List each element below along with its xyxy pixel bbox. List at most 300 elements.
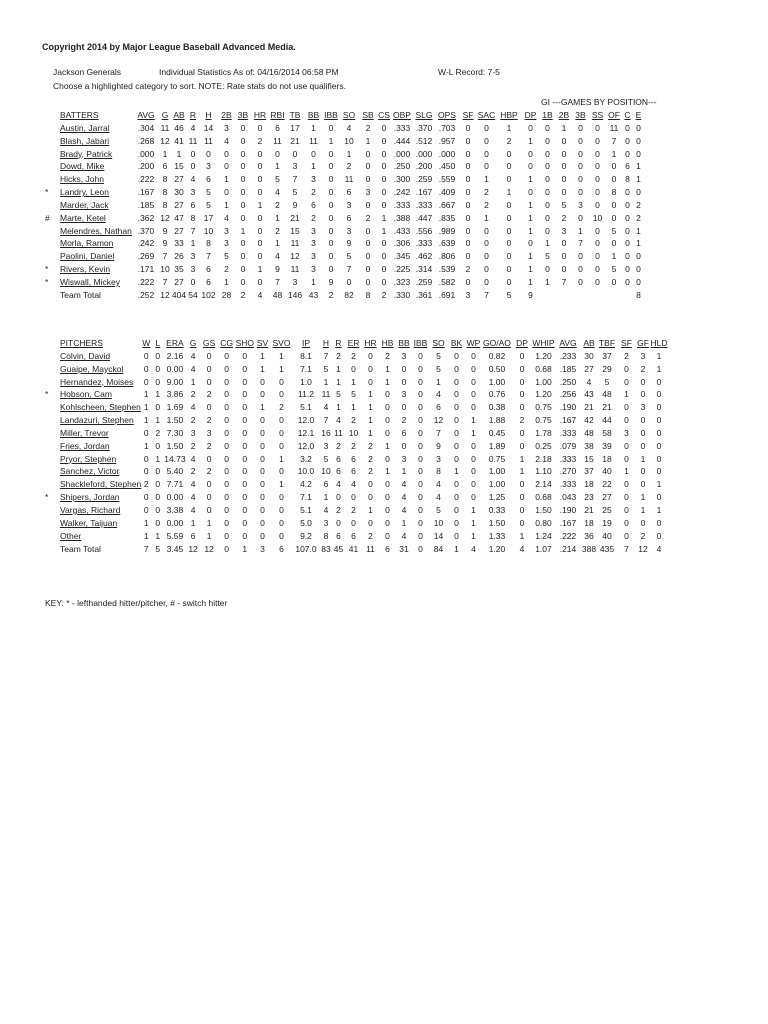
- pitchers-row: [45, 427, 668, 440]
- total-cell: .214: [559, 543, 577, 554]
- stat-cell: 2: [365, 122, 371, 133]
- stat-cell: 2: [465, 264, 471, 275]
- stat-cell: 0: [506, 212, 512, 223]
- pitchers-column-header[interactable]: SHO: [235, 338, 254, 348]
- stat-cell: 6: [206, 276, 211, 287]
- player-name-link[interactable]: Hernandez, Moises: [60, 376, 134, 387]
- stat-cell: 1: [365, 135, 371, 146]
- stat-cell: 5: [611, 225, 617, 236]
- stat-cell: 1.00: [488, 466, 506, 477]
- stat-cell: 0: [155, 350, 161, 361]
- stat-cell: 0: [656, 427, 662, 438]
- stat-cell: 0: [385, 479, 390, 490]
- pitchers-column-header[interactable]: AVG: [559, 338, 577, 348]
- stat-cell: 5: [346, 251, 352, 262]
- player-name-link[interactable]: Landry, Leon: [60, 187, 109, 198]
- stat-cell: 0: [381, 135, 387, 146]
- stat-cell: 6: [336, 530, 341, 541]
- stat-cell: 0: [506, 264, 512, 275]
- stat-cell: 5: [604, 376, 610, 387]
- stat-cell: 2: [640, 530, 646, 541]
- stat-cell: 0: [636, 148, 641, 159]
- stat-cell: 0: [279, 427, 284, 438]
- stat-cell: 0: [242, 427, 248, 438]
- stat-cell: 0: [465, 161, 471, 172]
- stat-cell: 2: [365, 212, 371, 223]
- stat-cell: 1: [155, 415, 161, 426]
- batters-column-header[interactable]: TB: [289, 110, 301, 120]
- stat-cell: 12: [290, 251, 300, 262]
- stat-cell: .300: [393, 174, 411, 185]
- stat-cell: 0: [381, 251, 387, 262]
- stat-cell: 0: [484, 238, 489, 249]
- stat-cell: 0: [336, 492, 341, 503]
- handedness-marker: [45, 427, 60, 440]
- batters-column-header[interactable]: CS: [378, 110, 390, 120]
- stat-cell: 1: [385, 440, 390, 451]
- stat-cell: 0: [381, 161, 387, 172]
- player-name-link[interactable]: Walker, Taijuan: [60, 517, 118, 528]
- batters-column-header[interactable]: 2B: [558, 110, 570, 120]
- stat-cell: 0: [625, 199, 630, 210]
- player-name-link[interactable]: Hobson, Cam: [60, 389, 112, 400]
- stat-cell: 1: [279, 453, 284, 464]
- stat-cell: 4: [336, 479, 341, 490]
- stat-cell: .806: [438, 251, 456, 262]
- stat-cell: 1: [656, 479, 662, 490]
- stat-cell: 2: [624, 350, 629, 361]
- pitchers-column-header[interactable]: BB: [398, 338, 410, 348]
- stat-cell: 0: [242, 466, 248, 477]
- games-by-position-label: GI ---GAMES BY POSITION---: [541, 97, 657, 107]
- batters-column-header[interactable]: RBI: [270, 110, 285, 120]
- pitchers-column-header[interactable]: W: [142, 338, 151, 348]
- handedness-marker: [45, 225, 60, 238]
- batters-column-header[interactable]: SAC: [477, 110, 496, 120]
- batters-column-header[interactable]: HBP: [500, 110, 518, 120]
- batters-column-header[interactable]: C: [624, 110, 631, 120]
- player-name-link[interactable]: Guaipe, Mayckol: [60, 363, 124, 374]
- stat-cell: 0: [418, 453, 423, 464]
- stat-cell: 0: [484, 161, 489, 172]
- stat-cell: 0: [624, 363, 629, 374]
- stat-cell: 0: [595, 238, 600, 249]
- stat-cell: 0: [385, 517, 390, 528]
- player-name-link[interactable]: Other: [60, 530, 82, 541]
- stat-cell: 0.76: [488, 389, 506, 400]
- stat-cell: 0: [260, 466, 265, 477]
- pitchers-column-header[interactable]: WP: [466, 338, 481, 348]
- stat-cell: 0: [143, 466, 149, 477]
- stat-cell: 0: [625, 148, 630, 159]
- stat-cell: 0: [519, 363, 525, 374]
- stat-cell: 6: [190, 199, 196, 210]
- stat-cell: 0: [636, 276, 641, 287]
- stat-cell: 11: [344, 174, 354, 185]
- stat-cell: 2: [368, 453, 373, 464]
- handedness-marker: [45, 350, 60, 363]
- player-name-link[interactable]: Brady, Patrick: [60, 148, 113, 159]
- stat-cell: 0: [381, 264, 387, 275]
- stat-cell: 0: [381, 199, 387, 210]
- pitchers-column-header[interactable]: HLD: [650, 338, 668, 348]
- stat-cell: 3: [323, 440, 329, 451]
- total-cell: 3.45: [166, 543, 184, 554]
- stat-cell: .388: [393, 212, 411, 223]
- stat-cell: .345: [393, 251, 411, 262]
- player-name-link[interactable]: Marte, Ketel: [60, 212, 106, 223]
- stat-cell: 1.00: [488, 376, 506, 387]
- pitchers-column-header[interactable]: HB: [381, 338, 394, 348]
- stat-cell: 1: [368, 415, 373, 426]
- pitchers-column-header[interactable]: GO/AO: [483, 338, 511, 348]
- stat-cell: 0: [465, 135, 471, 146]
- player-name-link[interactable]: Shackleford, Stephen: [60, 479, 142, 490]
- stat-cell: 0: [656, 376, 662, 387]
- stat-cell: 0: [365, 174, 371, 185]
- batters-column-header[interactable]: HR: [253, 110, 267, 120]
- batters-column-header[interactable]: 3B: [575, 110, 586, 120]
- stat-cell: 0: [418, 376, 423, 387]
- batters-column-header[interactable]: SS: [591, 110, 604, 120]
- stat-cell: 11: [290, 238, 300, 249]
- stat-cell: .259: [415, 276, 433, 287]
- player-name-link[interactable]: Shipers, Jordan: [60, 492, 120, 503]
- stat-cell: 0: [545, 161, 550, 172]
- player-name-cell: [60, 388, 141, 401]
- player-name-link[interactable]: Colvin, David: [60, 350, 111, 361]
- stat-cell: 6: [346, 212, 352, 223]
- stat-cell: 0: [418, 466, 423, 477]
- stat-cell: 36: [584, 530, 594, 541]
- stat-cell: 0: [624, 492, 629, 503]
- pitchers-column-header[interactable]: CG: [220, 338, 233, 348]
- pitchers-row: [45, 350, 668, 363]
- stat-cell: 6: [323, 479, 329, 490]
- stat-cell: 1: [528, 135, 533, 146]
- stat-cell: 0: [260, 453, 265, 464]
- stat-cell: 0: [640, 517, 646, 528]
- stat-cell: 1: [190, 376, 196, 387]
- batters-column-header[interactable]: G: [161, 110, 169, 120]
- stat-cell: 1: [260, 402, 265, 413]
- player-name-link[interactable]: Landazuri, Stephen: [60, 415, 134, 426]
- stat-cell: 0: [260, 517, 265, 528]
- stat-cell: 2: [336, 350, 341, 361]
- stat-cell: .639: [438, 238, 456, 249]
- stat-cell: 0: [260, 492, 265, 503]
- stat-cell: 0: [454, 363, 459, 374]
- stat-cell: 1: [279, 350, 284, 361]
- total-cell: 6: [385, 543, 390, 554]
- stat-cell: 3.2: [300, 453, 312, 464]
- pitchers-column-header[interactable]: TBF: [598, 338, 616, 348]
- stat-cell: 10: [592, 212, 603, 223]
- stat-cell: 0: [381, 122, 387, 133]
- stat-cell: 4: [323, 402, 329, 413]
- total-cell: 4: [519, 543, 525, 554]
- stat-cell: 2: [206, 466, 212, 477]
- stat-cell: 0: [385, 427, 390, 438]
- stat-cell: .185: [559, 363, 577, 374]
- total-cell: 7: [484, 289, 489, 300]
- stat-cell: 6: [206, 174, 211, 185]
- stat-cell: 3: [578, 199, 583, 210]
- stat-cell: 0: [625, 135, 630, 146]
- stat-cell: 7: [346, 264, 352, 275]
- stat-cell: 21: [290, 212, 300, 223]
- pitchers-column-header[interactable]: PITCHERS: [60, 338, 103, 348]
- pitchers-column-header[interactable]: IP: [301, 338, 310, 348]
- player-name-link[interactable]: Marder, Jack: [60, 199, 109, 210]
- player-name-cell: [60, 225, 133, 238]
- stat-cell: 0: [595, 225, 600, 236]
- stat-cell: 1.78: [535, 427, 552, 438]
- stat-cell: .556: [415, 225, 433, 236]
- stat-cell: 0: [418, 504, 423, 515]
- player-name-link[interactable]: Rivers, Kevin: [60, 264, 111, 275]
- pitchers-column-header[interactable]: SV: [256, 338, 269, 348]
- pitchers-column-header[interactable]: L: [155, 338, 161, 348]
- stat-cell: 3: [401, 389, 407, 400]
- total-cell: 1: [242, 543, 248, 554]
- pitchers-column-header[interactable]: BK: [450, 338, 463, 348]
- stat-cell: 0: [155, 466, 161, 477]
- player-name-link[interactable]: Vargas, Richard: [60, 504, 121, 515]
- stat-cell: 1: [257, 199, 263, 210]
- stat-cell: 8: [625, 174, 630, 185]
- stat-cell: 9.2: [300, 530, 312, 541]
- pitchers-column-header[interactable]: G: [189, 338, 197, 348]
- pitchers-column-header[interactable]: HR: [364, 338, 377, 348]
- stat-cell: 0: [143, 492, 149, 503]
- batters-row: [45, 237, 644, 250]
- batters-column-header[interactable]: SLG: [415, 110, 433, 120]
- stat-cell: 1: [454, 466, 459, 477]
- stat-cell: 3: [206, 427, 212, 438]
- batters-column-header[interactable]: E: [635, 110, 642, 120]
- stat-cell: 1: [506, 122, 512, 133]
- stat-cell: .200: [415, 161, 433, 172]
- stat-cell: 1: [260, 350, 265, 361]
- stat-cell: 1: [624, 389, 629, 400]
- stat-cell: .043: [559, 492, 577, 503]
- stat-cell: 0: [545, 148, 550, 159]
- stat-cell: 0: [595, 174, 600, 185]
- player-name-cell: [60, 478, 141, 491]
- stat-cell: 0: [528, 122, 533, 133]
- stat-cell: 0: [328, 199, 334, 210]
- stat-cell: 0: [519, 350, 525, 361]
- batters-column-header[interactable]: AVG: [137, 110, 155, 120]
- stat-cell: 1: [528, 251, 533, 262]
- stat-cell: 0: [365, 225, 371, 236]
- pitchers-column-header[interactable]: H: [322, 338, 330, 348]
- stat-cell: 0: [224, 376, 229, 387]
- stat-cell: 0: [351, 492, 356, 503]
- stat-cell: 0: [190, 148, 196, 159]
- batters-row: [45, 148, 644, 161]
- stat-cell: 1: [143, 389, 149, 400]
- stat-cell: 0.82: [488, 350, 506, 361]
- pitchers-column-header[interactable]: GS: [202, 338, 216, 348]
- stat-cell: 0: [465, 199, 471, 210]
- player-name-link[interactable]: Blash, Jabari: [60, 135, 110, 146]
- total-cell: 4: [257, 289, 263, 300]
- stat-cell: 0: [385, 402, 390, 413]
- stat-cell: 3: [365, 187, 371, 198]
- player-name-link[interactable]: Paolini, Daniel: [60, 251, 115, 262]
- player-name-link[interactable]: Kohlscheen, Stephen: [60, 402, 141, 413]
- batters-column-header[interactable]: H: [205, 110, 212, 120]
- handedness-marker: [45, 517, 60, 530]
- stat-cell: 10: [160, 264, 170, 275]
- batters-column-header[interactable]: 2B: [221, 110, 232, 120]
- stats-as-of: Individual Statistics As of: 04/16/2014 06:58 PM: [159, 67, 339, 77]
- copyright-notice: Copyright 2014 by Major League Baseball Advanced Media.: [42, 42, 296, 52]
- stat-cell: 0: [506, 161, 512, 172]
- stat-cell: 8: [190, 212, 196, 223]
- pitchers-column-header[interactable]: GF: [637, 338, 649, 348]
- stat-cell: 40: [602, 466, 612, 477]
- player-name-link[interactable]: Wiswall, Mickey: [60, 276, 120, 287]
- stat-cell: 0: [292, 148, 298, 159]
- batters-column-header[interactable]: OF: [608, 110, 620, 120]
- stat-cell: 0: [190, 276, 196, 287]
- total-cell: 0: [224, 543, 229, 554]
- batters-column-header[interactable]: DP: [524, 110, 537, 120]
- stat-cell: 1.00: [535, 376, 552, 387]
- stat-cell: 0: [365, 161, 371, 172]
- pitchers-column-header[interactable]: AB: [583, 338, 595, 348]
- batters-column-header[interactable]: 3B: [237, 110, 249, 120]
- stat-cell: 7: [323, 350, 329, 361]
- stat-cell: 0: [155, 492, 161, 503]
- stat-cell: 1: [323, 492, 329, 503]
- batters-row: [45, 225, 644, 238]
- pitchers-column-header[interactable]: SO: [432, 338, 445, 348]
- batters-column-header[interactable]: BB: [307, 110, 320, 120]
- stat-cell: 0.50: [488, 363, 506, 374]
- batters-column-header[interactable]: OPS: [438, 110, 456, 120]
- stat-cell: 0: [224, 530, 229, 541]
- stat-cell: 1: [471, 415, 476, 426]
- player-name-link[interactable]: Austin, Jarral: [60, 122, 110, 133]
- player-name-link[interactable]: Fries, Jordan: [60, 440, 110, 451]
- stat-cell: 0: [206, 376, 212, 387]
- pitchers-row: [45, 401, 668, 414]
- stat-cell: 0: [224, 504, 229, 515]
- stat-cell: 0.75: [488, 453, 506, 464]
- batters-column-header[interactable]: 1B: [542, 110, 553, 120]
- player-name-link[interactable]: Pryor, Stephen: [60, 453, 117, 464]
- stat-cell: 2: [257, 135, 263, 146]
- batters-column-header[interactable]: R: [189, 110, 197, 120]
- stat-cell: 0: [328, 212, 334, 223]
- player-name-link[interactable]: Morla, Ramon: [60, 238, 114, 249]
- stat-cell: 0: [240, 161, 246, 172]
- batters-column-header[interactable]: OBP: [393, 110, 411, 120]
- stat-cell: 0: [595, 276, 600, 287]
- stat-cell: 0: [656, 402, 662, 413]
- pitchers-column-header[interactable]: R: [335, 338, 342, 348]
- pitchers-column-header[interactable]: ERA: [166, 338, 184, 348]
- stat-cell: 4: [586, 376, 592, 387]
- stat-cell: 0: [519, 479, 525, 490]
- player-name-link[interactable]: Dowd, Mike: [60, 161, 105, 172]
- batters-column-header[interactable]: SO: [342, 110, 356, 120]
- pitchers-column-header[interactable]: WHIP: [532, 338, 555, 348]
- stat-cell: 0: [656, 492, 662, 503]
- batters-column-header[interactable]: SF: [462, 110, 474, 120]
- stat-cell: 0: [279, 517, 284, 528]
- stat-cell: 0: [465, 251, 471, 262]
- stat-cell: 4: [224, 212, 229, 223]
- stat-cell: 0: [365, 276, 371, 287]
- player-name-link[interactable]: Melendres, Nathan: [60, 225, 132, 236]
- batters-column-header[interactable]: BATTERS: [60, 110, 99, 120]
- pitchers-column-header[interactable]: ER: [347, 338, 360, 348]
- stat-cell: 0: [155, 479, 161, 490]
- stat-cell: 2: [206, 389, 212, 400]
- player-name-link[interactable]: Hicks, John: [60, 174, 104, 185]
- stat-cell: 0: [465, 174, 471, 185]
- stat-cell: 2: [351, 350, 356, 361]
- stat-cell: 0: [257, 238, 263, 249]
- stat-cell: 33: [174, 238, 184, 249]
- stat-cell: 1: [578, 225, 583, 236]
- stat-cell: 0: [471, 479, 476, 490]
- stat-cell: 1: [656, 504, 662, 515]
- stat-cell: 0: [385, 453, 390, 464]
- stat-cell: 0: [519, 517, 525, 528]
- pitchers-row: [45, 414, 668, 427]
- pitchers-column-header[interactable]: DP: [516, 338, 528, 348]
- stat-cell: 2: [640, 363, 646, 374]
- stat-cell: 1: [656, 350, 662, 361]
- pitchers-column-header[interactable]: SVO: [272, 338, 291, 348]
- stat-cell: 3: [401, 350, 407, 361]
- total-cell: 28: [221, 289, 232, 300]
- stat-cell: 10: [321, 466, 331, 477]
- stat-cell: 1.50: [166, 440, 184, 451]
- batters-column-header[interactable]: AB: [173, 110, 185, 120]
- stat-cell: 1.33: [488, 530, 506, 541]
- player-name-cell: [60, 517, 141, 530]
- stat-cell: 2: [484, 187, 489, 198]
- stat-cell: 0: [471, 376, 476, 387]
- stat-cell: 0: [242, 350, 248, 361]
- batters-column-header[interactable]: SB: [362, 110, 374, 120]
- player-name-link[interactable]: Miller, Trevor: [60, 427, 109, 438]
- stat-cell: 0: [206, 402, 212, 413]
- pitchers-column-header[interactable]: SF: [621, 338, 632, 348]
- batters-column-header[interactable]: IBB: [324, 110, 338, 120]
- handedness-marker: [45, 135, 60, 148]
- stat-cell: 0: [242, 479, 248, 490]
- stat-cell: 0.33: [488, 504, 506, 515]
- stat-cell: 0: [418, 479, 423, 490]
- total-cell: [556, 289, 572, 302]
- stat-cell: 0: [625, 276, 630, 287]
- stat-cell: 0: [506, 174, 512, 185]
- stat-cell: 0: [206, 350, 212, 361]
- player-name-link[interactable]: Sanchez, Victor: [60, 466, 120, 477]
- stat-cell: 3: [292, 161, 298, 172]
- stat-cell: 0: [624, 376, 629, 387]
- team-total-label: Team Total: [60, 289, 101, 300]
- pitchers-column-header[interactable]: IBB: [413, 338, 428, 348]
